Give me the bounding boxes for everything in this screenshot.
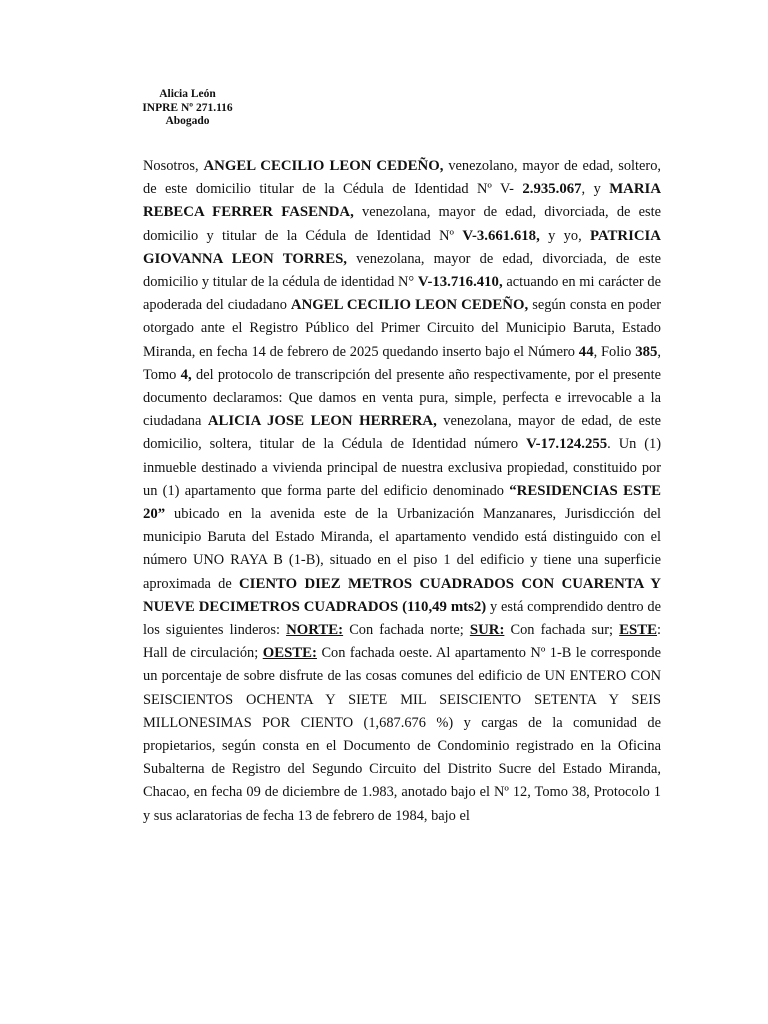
text-segment: del protocolo de transcripción del presente año respectivamente, por el presente documento declaramos: Que damos en venta pura, simple, perfecta e irrevocable a la ciudadana <box>143 366 661 430</box>
bold-text-segment: CIENTO DIEZ METROS CUADRADOS CON CUARENTA Y NUEVE DECIMETROS CUADRADOS (110,49 mts2) <box>143 575 661 615</box>
bold-text-segment: MARIA REBECA FERRER FASENDA, <box>143 181 662 221</box>
text-segment: y yo, <box>539 227 591 244</box>
bold-text-segment: NORTE: <box>286 622 344 639</box>
bold-text-segment: ALICIA JOSE LEON HERRERA, <box>207 413 437 430</box>
lawyer-name: Alicia León <box>159 88 216 100</box>
text-segment: , Folio <box>593 343 636 360</box>
bold-text-segment: SUR: <box>469 622 505 639</box>
bold-text-segment: 2.935.067 <box>522 181 582 198</box>
bold-text-segment: ANGEL CECILIO LEON CEDEÑO, <box>203 158 444 174</box>
text-segment: ubicado en la avenida este de la Urbanización Manzanares, Jurisdicción del municipio Baruta del Estado Miranda, el apartamento vendido está distinguido con el número UNO RAYA B (1-B), situado en el piso 1 del edificio y tiene una superficie aproximada de <box>143 506 661 592</box>
bold-text-segment: 4, <box>180 366 192 383</box>
bold-text-segment: 385 <box>635 343 658 360</box>
text-segment: Con fachada oeste. Al apartamento Nº 1-B le corresponde un porcentaje de sobre disfrute de las cosas comunes del edificio de UN ENTERO CON SEISCIENTOS OCHENTA Y SIETE MIL SEISCIENTO SETENTA Y SEIS MILLONESIMAS POR CIENTO (1,687.676 %) y cargas de la comunidad de propietarios, según consta en el Documento de Condominio registrado en la Oficina Subalterna de Registro del Segundo Circuito del Distrito Sucre del Estado Miranda, Chacao, en fecha 09 de diciembre de 1.983, anotado bajo el Nº 12, Tomo 38, Protocolo 1 y sus aclaratorias de fecha 13 de febrero de 1984, bajo el <box>143 645 661 824</box>
bold-text-segment: V-13.716.410, <box>417 274 503 291</box>
text-segment: Con fachada sur; <box>504 622 620 639</box>
document-body-paragraph <box>143 155 661 828</box>
text-segment: actuando en mi carácter de apoderada del ciudadano <box>143 274 662 314</box>
text-segment: y está comprendido dentro de los siguientes linderos: <box>143 598 661 639</box>
bold-text-segment: ANGEL CECILIO LEON CEDEÑO, <box>290 297 529 314</box>
bold-text-segment: OESTE: <box>262 645 317 662</box>
text-segment: venezolana, mayor de edad, de este domicilio, soltera, titular de la Cédula de Identidad número <box>143 413 662 453</box>
text-segment: Con fachada norte; <box>343 622 470 639</box>
bold-text-segment: V-3.661.618, <box>462 227 540 244</box>
text-segment: según consta en poder otorgado ante el Registro Público del Primer Circuito del Municipio Baruta, Estado Miranda, en fecha 14 de febrero de 2025 quedando inserto bajo el Número <box>143 297 661 360</box>
bold-text-segment: ESTE <box>619 622 657 639</box>
text-segment: Nosotros, <box>143 158 204 174</box>
letterhead <box>140 88 235 129</box>
text-segment: venezolana, mayor de edad, divorciada, de este domicilio y titular de la Cédula de Identidad Nº <box>143 204 661 244</box>
text-segment: : Hall de circulación; <box>143 622 661 662</box>
inpre-number: INPRE Nº 271.116 <box>142 101 233 114</box>
bold-text-segment: V-17.124.255 <box>526 436 608 453</box>
bold-text-segment: 44 <box>578 343 594 360</box>
text-segment: venezolano, mayor de edad, soltero, de este domicilio titular de la Cédula de Identidad Nº V- <box>143 158 661 198</box>
text-segment: venezolana, mayor de edad, divorciada, de este domicilio y titular de la cédula de identidad N° <box>143 250 661 291</box>
professional-title: Abogado <box>165 115 210 127</box>
bold-text-segment: “RESIDENCIAS ESTE 20” <box>143 482 661 523</box>
text-segment: . Un (1) inmueble destinado a vivienda principal de nuestra exclusiva propiedad, constituido por un (1) apartamento que forma parte del edificio denominado <box>143 436 661 499</box>
text-segment: , y <box>581 181 610 198</box>
bold-text-segment: PATRICIA GIOVANNA LEON TORRES, <box>143 227 661 267</box>
text-segment: , Tomo <box>143 343 661 383</box>
